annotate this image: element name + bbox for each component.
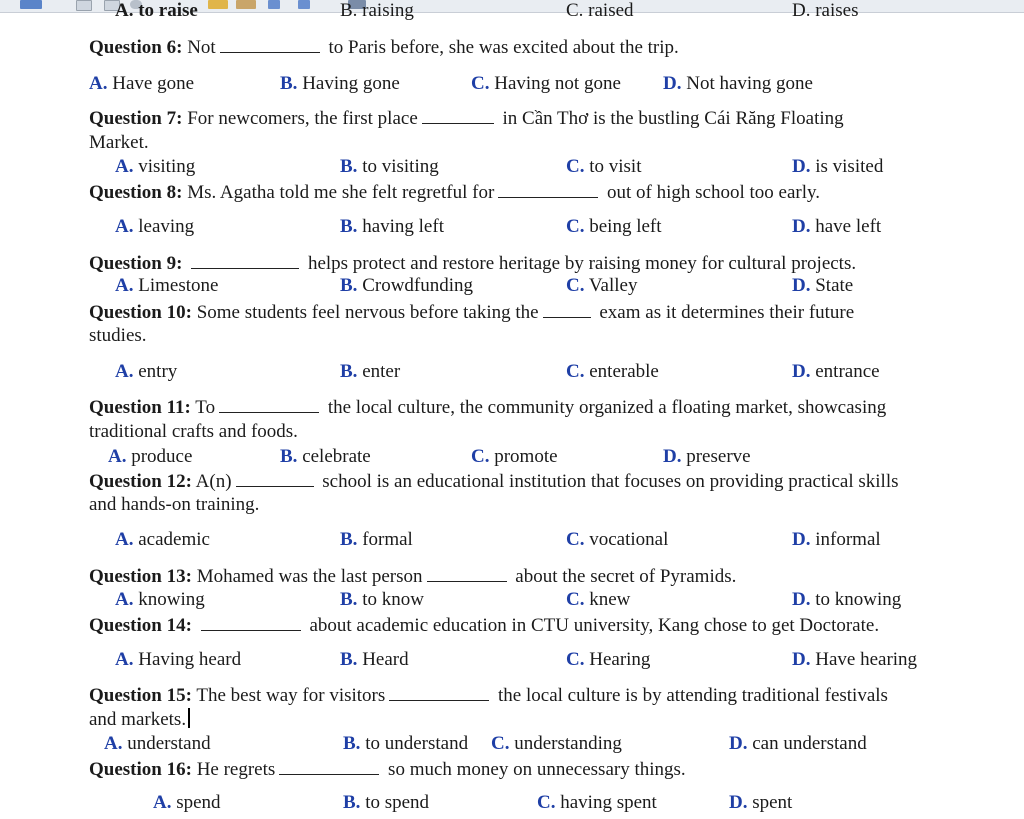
- option-letter: B.: [280, 73, 298, 94]
- option-letter: C.: [491, 733, 510, 754]
- question-label: Question 11:: [89, 397, 191, 418]
- option-text: promote: [494, 446, 558, 467]
- question-text-after: about academic education in CTU university, Kang chose to get Doctorate.: [309, 615, 880, 636]
- option-a[interactable]: [104, 733, 211, 755]
- option-text: having left: [362, 216, 444, 237]
- question-7-continuation: Market.: [89, 132, 149, 153]
- cut-option-a: A. to raise: [115, 0, 198, 21]
- option-letter: A.: [115, 529, 134, 550]
- option-a[interactable]: [89, 73, 194, 95]
- question-label: Question 14:: [89, 615, 192, 636]
- option-d[interactable]: [792, 275, 853, 297]
- option-c[interactable]: [566, 649, 650, 671]
- option-letter: A.: [115, 156, 134, 177]
- option-text: knew: [589, 589, 631, 610]
- question-10-continuation: studies.: [89, 325, 147, 346]
- question-text-after: the local culture is by attending traditional festivals: [498, 685, 888, 706]
- option-letter: D.: [792, 216, 811, 237]
- option-a[interactable]: [115, 275, 218, 297]
- option-c[interactable]: [566, 361, 659, 383]
- option-letter: D.: [663, 446, 682, 467]
- question-6: [89, 36, 679, 59]
- option-c[interactable]: [566, 275, 637, 297]
- option-text: Having heard: [138, 649, 242, 670]
- question-12-continuation: and hands-on training.: [89, 494, 260, 515]
- option-letter: A.: [153, 792, 172, 813]
- picture-icon[interactable]: [236, 0, 256, 9]
- option-letter: A.: [104, 733, 123, 754]
- question-15: [89, 684, 888, 707]
- question-label: Question 6:: [89, 37, 183, 58]
- option-letter: D.: [729, 733, 748, 754]
- option-a[interactable]: [115, 529, 210, 551]
- option-text: Limestone: [138, 275, 219, 296]
- option-letter: C.: [566, 649, 585, 670]
- option-letter: C.: [537, 792, 556, 813]
- option-text: have left: [815, 216, 882, 237]
- option-text: enter: [362, 361, 401, 382]
- undo-icon[interactable]: [20, 0, 42, 9]
- option-a[interactable]: [115, 361, 177, 383]
- option-c[interactable]: [566, 529, 668, 551]
- option-text: to know: [362, 589, 424, 610]
- answer-blank[interactable]: [219, 396, 319, 413]
- question-text-after: out of high school too early.: [607, 182, 821, 203]
- option-d[interactable]: [792, 649, 917, 671]
- option-letter: B.: [280, 446, 298, 467]
- page-icon[interactable]: [76, 0, 92, 11]
- question-label: Question 7:: [89, 108, 183, 129]
- option-letter: A.: [115, 649, 134, 670]
- cut-option-c: C. raised: [566, 0, 634, 21]
- option-b[interactable]: [340, 156, 439, 178]
- question-label: Question 13:: [89, 566, 192, 587]
- question-label: Question 16:: [89, 759, 192, 780]
- option-text: Heard: [362, 649, 409, 670]
- option-text: spent: [752, 792, 793, 813]
- option-text: to spend: [365, 792, 430, 813]
- option-text: knowing: [138, 589, 205, 610]
- option-text: Have gone: [112, 73, 195, 94]
- option-d[interactable]: [792, 361, 880, 383]
- question-label: Question 12:: [89, 471, 192, 492]
- cut-option-d: D. raises: [792, 0, 859, 21]
- option-text: Crowdfunding: [362, 275, 474, 296]
- option-letter: D.: [729, 792, 748, 813]
- option-letter: D.: [792, 275, 811, 296]
- option-letter: C.: [566, 361, 585, 382]
- question-15-continuation: [89, 708, 190, 731]
- option-letter: B.: [340, 156, 358, 177]
- option-text: Having not gone: [494, 73, 621, 94]
- option-c[interactable]: [566, 156, 642, 178]
- option-letter: A.: [115, 275, 134, 296]
- option-text: visiting: [138, 156, 196, 177]
- answer-blank[interactable]: [389, 684, 489, 701]
- question-text-after: in Cần Thơ is the bustling Cái Răng Floating: [502, 108, 844, 129]
- option-letter: B.: [340, 361, 358, 382]
- option-letter: C.: [566, 216, 585, 237]
- option-text: academic: [138, 529, 210, 550]
- option-b[interactable]: [280, 446, 371, 468]
- option-b[interactable]: [340, 589, 424, 611]
- option-letter: A.: [108, 446, 127, 467]
- option-text: Not having gone: [686, 73, 813, 94]
- option-b[interactable]: [343, 733, 468, 755]
- option-letter: A.: [89, 73, 108, 94]
- answer-blank[interactable]: [498, 181, 598, 198]
- option-c[interactable]: [537, 792, 657, 814]
- arrow-icon[interactable]: [268, 0, 280, 9]
- option-text: can understand: [752, 733, 867, 754]
- question-text-before: He regrets: [196, 759, 276, 780]
- option-letter: C.: [471, 73, 490, 94]
- option-text: formal: [362, 529, 413, 550]
- question-text-after: exam as it determines their future: [599, 302, 855, 323]
- answer-blank[interactable]: [191, 252, 299, 269]
- continuation-text: and markets.: [89, 709, 187, 730]
- option-letter: B.: [340, 649, 358, 670]
- option-c[interactable]: [471, 446, 558, 468]
- question-text-before: To: [195, 397, 216, 418]
- option-letter: D.: [792, 361, 811, 382]
- answer-blank[interactable]: [543, 301, 591, 318]
- question-text-after: to Paris before, she was excited about the trip.: [328, 37, 679, 58]
- question-text-before: Ms. Agatha told me she felt regretful for: [187, 182, 495, 203]
- question-text-after: about the secret of Pyramids.: [515, 566, 737, 587]
- option-b[interactable]: [280, 73, 400, 95]
- option-d[interactable]: [663, 73, 813, 95]
- option-d[interactable]: [792, 156, 883, 178]
- question-label: Question 8:: [89, 182, 183, 203]
- option-d[interactable]: [792, 529, 881, 551]
- option-d[interactable]: [729, 733, 867, 755]
- question-text-after: helps protect and restore heritage by raising money for cultural projects.: [307, 253, 857, 274]
- option-letter: B.: [340, 216, 358, 237]
- option-b[interactable]: [340, 529, 413, 551]
- option-d[interactable]: [663, 446, 751, 468]
- option-text: informal: [815, 529, 881, 550]
- option-letter: D.: [663, 73, 682, 94]
- question-11-continuation: traditional crafts and foods.: [89, 421, 298, 442]
- option-d[interactable]: [729, 792, 792, 814]
- option-b[interactable]: [340, 361, 400, 383]
- option-text: Having gone: [302, 73, 400, 94]
- option-b[interactable]: [340, 649, 409, 671]
- option-letter: D.: [792, 529, 811, 550]
- question-8: [89, 181, 820, 204]
- answer-blank[interactable]: [201, 614, 301, 631]
- option-letter: B.: [343, 792, 361, 813]
- question-label: Question 10:: [89, 302, 192, 323]
- question-text-before: Mohamed was the last person: [196, 566, 423, 587]
- question-label: Question 15:: [89, 685, 192, 706]
- option-letter: A.: [115, 361, 134, 382]
- option-text: leaving: [138, 216, 195, 237]
- option-a[interactable]: [115, 156, 195, 178]
- option-letter: C.: [566, 275, 585, 296]
- answer-blank[interactable]: [427, 565, 507, 582]
- option-text: to visit: [589, 156, 642, 177]
- option-text: understand: [127, 733, 211, 754]
- option-text: vocational: [589, 529, 669, 550]
- option-letter: D.: [792, 589, 811, 610]
- folder-icon[interactable]: [208, 0, 228, 9]
- question-13: [89, 565, 736, 588]
- question-11: [89, 396, 886, 419]
- option-b[interactable]: [343, 792, 429, 814]
- option-letter: B.: [340, 589, 358, 610]
- text-cursor: [188, 708, 190, 728]
- option-letter: A.: [115, 589, 134, 610]
- option-text: produce: [131, 446, 193, 467]
- option-letter: B.: [340, 529, 358, 550]
- option-letter: B.: [343, 733, 361, 754]
- option-text: entrance: [815, 361, 880, 382]
- question-12: [89, 470, 899, 493]
- answer-blank[interactable]: [422, 107, 494, 124]
- question-text-after: school is an educational institution that focuses on providing practical skills: [322, 471, 899, 492]
- question-text-after: so much money on unnecessary things.: [388, 759, 686, 780]
- option-a[interactable]: [115, 216, 194, 238]
- question-text-before: Not: [187, 37, 216, 58]
- option-letter: D.: [792, 156, 811, 177]
- option-text: entry: [138, 361, 178, 382]
- question-text-before: For newcomers, the first place: [187, 108, 418, 129]
- option-b[interactable]: [340, 216, 444, 238]
- question-10: [89, 301, 854, 324]
- option-text: preserve: [686, 446, 751, 467]
- question-9: [89, 252, 856, 275]
- option-text: being left: [589, 216, 662, 237]
- option-c[interactable]: [566, 589, 630, 611]
- question-text-before: Some students feel nervous before taking the: [196, 302, 539, 323]
- option-text: is visited: [815, 156, 884, 177]
- option-text: enterable: [589, 361, 659, 382]
- option-a[interactable]: [115, 649, 241, 671]
- option-a[interactable]: [108, 446, 192, 468]
- option-letter: C.: [471, 446, 490, 467]
- question-label: Question 9:: [89, 253, 183, 274]
- option-letter: C.: [566, 529, 585, 550]
- option-text: to knowing: [815, 589, 902, 610]
- answer-blank[interactable]: [220, 36, 320, 53]
- option-letter: B.: [340, 275, 358, 296]
- answer-blank[interactable]: [279, 758, 379, 775]
- option-text: to understand: [365, 733, 469, 754]
- option-c[interactable]: [471, 73, 621, 95]
- question-text-before: The best way for visitors: [196, 685, 386, 706]
- option-text: understanding: [514, 733, 622, 754]
- option-letter: D.: [792, 649, 811, 670]
- question-text-before: A(n): [195, 471, 232, 492]
- option-text: celebrate: [302, 446, 371, 467]
- option-text: having spent: [560, 792, 657, 813]
- option-text: Valley: [588, 275, 638, 296]
- option-letter: C.: [566, 156, 585, 177]
- question-7: [89, 107, 844, 130]
- option-text: to visiting: [362, 156, 439, 177]
- option-text: Hearing: [589, 649, 651, 670]
- answer-blank[interactable]: [236, 470, 314, 487]
- option-c[interactable]: [491, 733, 622, 755]
- option-text: State: [815, 275, 854, 296]
- option-c[interactable]: [566, 216, 662, 238]
- option-letter: C.: [566, 589, 585, 610]
- option-text: Have hearing: [815, 649, 918, 670]
- option-a[interactable]: [115, 589, 205, 611]
- question-text-after: the local culture, the community organized a floating market, showcasing: [327, 397, 887, 418]
- option-a[interactable]: [153, 792, 221, 814]
- question-16: [89, 758, 686, 781]
- option-text: spend: [176, 792, 221, 813]
- option-d[interactable]: [792, 216, 881, 238]
- cut-option-b: B. raising: [340, 0, 414, 21]
- question-14: [89, 614, 879, 637]
- option-d[interactable]: [792, 589, 901, 611]
- option-letter: A.: [115, 216, 134, 237]
- redo-icon[interactable]: [298, 0, 310, 9]
- option-b[interactable]: [340, 275, 473, 297]
